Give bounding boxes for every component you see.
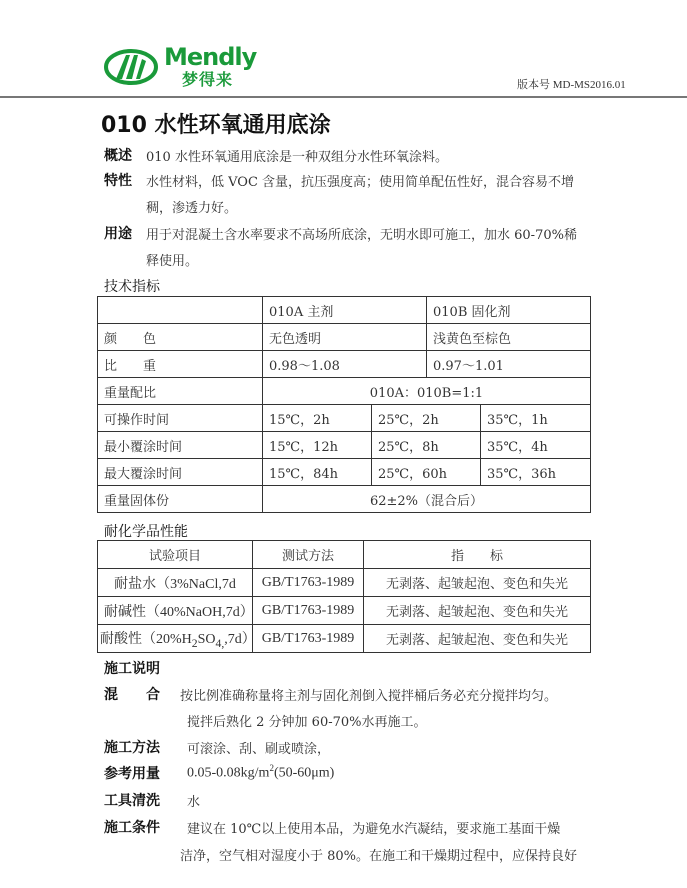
usage-label: 用途 (104, 226, 132, 242)
table-row (98, 351, 591, 378)
table-cell: 62±2%（混合后） (263, 486, 591, 513)
condition-label: 施工条件 (104, 820, 160, 836)
construction-heading: 施工说明 (104, 661, 160, 677)
table-cell (98, 625, 256, 653)
mix-text-1: 按比例准确称量将主剂与固化剂倒入搅拌桶后务必充分搅拌均匀。 (180, 689, 558, 704)
table-cell: 35℃，36h (481, 459, 591, 486)
brand-logo (104, 43, 284, 89)
brand-name-en: Mendly (164, 43, 257, 71)
overview-label: 概述 (104, 148, 132, 164)
table-cell: 耐盐水（3%NaCl,7d (98, 569, 253, 597)
formula-part: 耐酸性（20%H (100, 631, 192, 647)
method-text: 可滚涂、刮、刷或喷涂， (187, 742, 331, 757)
table-row (98, 486, 591, 513)
row-label: 比 重 (98, 351, 263, 378)
version-number: 版本号 MD-MS2016.01 (517, 79, 626, 91)
table-cell: 35℃，4h (481, 432, 591, 459)
table-row (98, 459, 591, 486)
table-cell: 35℃，1h (481, 405, 591, 432)
row-label: 可操作时间 (98, 405, 263, 432)
formula-part: ,7d） (224, 631, 256, 647)
table-row (98, 625, 591, 653)
table-cell: GB/T1763-1989 (253, 625, 364, 653)
table-row (98, 541, 591, 569)
usage-text-1: 用于对混凝土含水率要求不高场所底涂，无明水即可施工，加水 60-70%稀 (146, 228, 577, 243)
table-cell: 无剥落、起皱起泡、变色和失光 (364, 569, 591, 597)
formula-sub: 4, (215, 636, 225, 650)
method-label: 施工方法 (104, 740, 160, 756)
table-cell: 无色透明 (263, 324, 427, 351)
formula-sub: 2 (191, 636, 198, 650)
features-text-1: 水性材料，低 VOC 含量，抗压强度高；使用简单配伍性好，混合容易不增 (146, 175, 575, 190)
table-cell: 浅黄色至棕色 (427, 324, 591, 351)
features-text-2: 稠，渗透力好。 (146, 201, 238, 216)
table-cell: 15℃，84h (263, 459, 372, 486)
chemical-resistance-table (97, 540, 591, 653)
dosage-text (187, 763, 334, 782)
condition-text-1: 建议在 10℃以上使用本品，为避免水汽凝结，要求施工基面干燥 (187, 822, 561, 837)
row-label: 颜 色 (98, 324, 263, 351)
logo-emblem-icon (104, 49, 158, 85)
table-cell: 25℃，8h (372, 432, 481, 459)
dosage-sup: 2 (269, 763, 274, 773)
table-cell: 0.98～1.08 (263, 351, 427, 378)
table-row (98, 569, 591, 597)
table-cell: 25℃，60h (372, 459, 481, 486)
usage-text-2: 释使用。 (146, 254, 199, 269)
table-header: 指 标 (364, 541, 591, 569)
table-row (98, 405, 591, 432)
mix-label: 混 合 (104, 687, 160, 703)
table-cell: 15℃，12h (263, 432, 372, 459)
table-cell: GB/T1763-1989 (253, 597, 364, 625)
table-cell (98, 297, 263, 324)
clean-text: 水 (187, 795, 201, 810)
table-cell: 无剥落、起皱起泡、变色和失光 (364, 625, 591, 653)
table-cell: 耐碱性（40%NaOH,7d） (98, 597, 253, 625)
row-label: 重量固体份 (98, 486, 263, 513)
row-label: 最大覆涂时间 (98, 459, 263, 486)
dosage-label: 参考用量 (104, 766, 160, 782)
table-row (98, 324, 591, 351)
header-divider (0, 96, 687, 98)
features-label: 特性 (104, 173, 132, 189)
table-header-a: 010A 主剂 (263, 297, 427, 324)
formula-part: SO (197, 631, 216, 647)
dosage-thickness: (50-60μm) (273, 765, 335, 781)
overview-text: 010 水性环氧通用底涂是一种双组分水性环氧涂料。 (146, 150, 448, 165)
table-cell: 15℃，2h (263, 405, 372, 432)
table-row (98, 597, 591, 625)
table-cell: 0.97～1.01 (427, 351, 591, 378)
table-cell: 无剥落、起皱起泡、变色和失光 (364, 597, 591, 625)
table-cell: 010A：010B=1:1 (263, 378, 591, 405)
tech-spec-table (97, 296, 591, 513)
table-row (98, 378, 591, 405)
page-title: 010 水性环氧通用底涂 (101, 113, 331, 138)
chem-heading: 耐化学品性能 (104, 524, 188, 540)
table-header: 试验项目 (98, 541, 253, 569)
table-row (98, 432, 591, 459)
table-header: 测试方法 (253, 541, 364, 569)
condition-text-2: 洁净，空气相对湿度小于 80%。在施工和干燥期过程中，应保持良好 (180, 849, 578, 864)
table-row (98, 297, 591, 324)
row-label: 重量配比 (98, 378, 263, 405)
mix-text-2: 搅拌后熟化 2 分钟加 60-70%水再施工。 (187, 715, 427, 730)
table-cell: 25℃，2h (372, 405, 481, 432)
table-cell: GB/T1763-1989 (253, 569, 364, 597)
row-label: 最小覆涂时间 (98, 432, 263, 459)
table-header-b: 010B 固化剂 (427, 297, 591, 324)
clean-label: 工具清洗 (104, 793, 160, 809)
brand-name-cn: 梦得来 (182, 70, 234, 89)
dosage-value: 0.05-0.08kg/m (187, 765, 270, 781)
tech-heading: 技术指标 (104, 279, 160, 295)
